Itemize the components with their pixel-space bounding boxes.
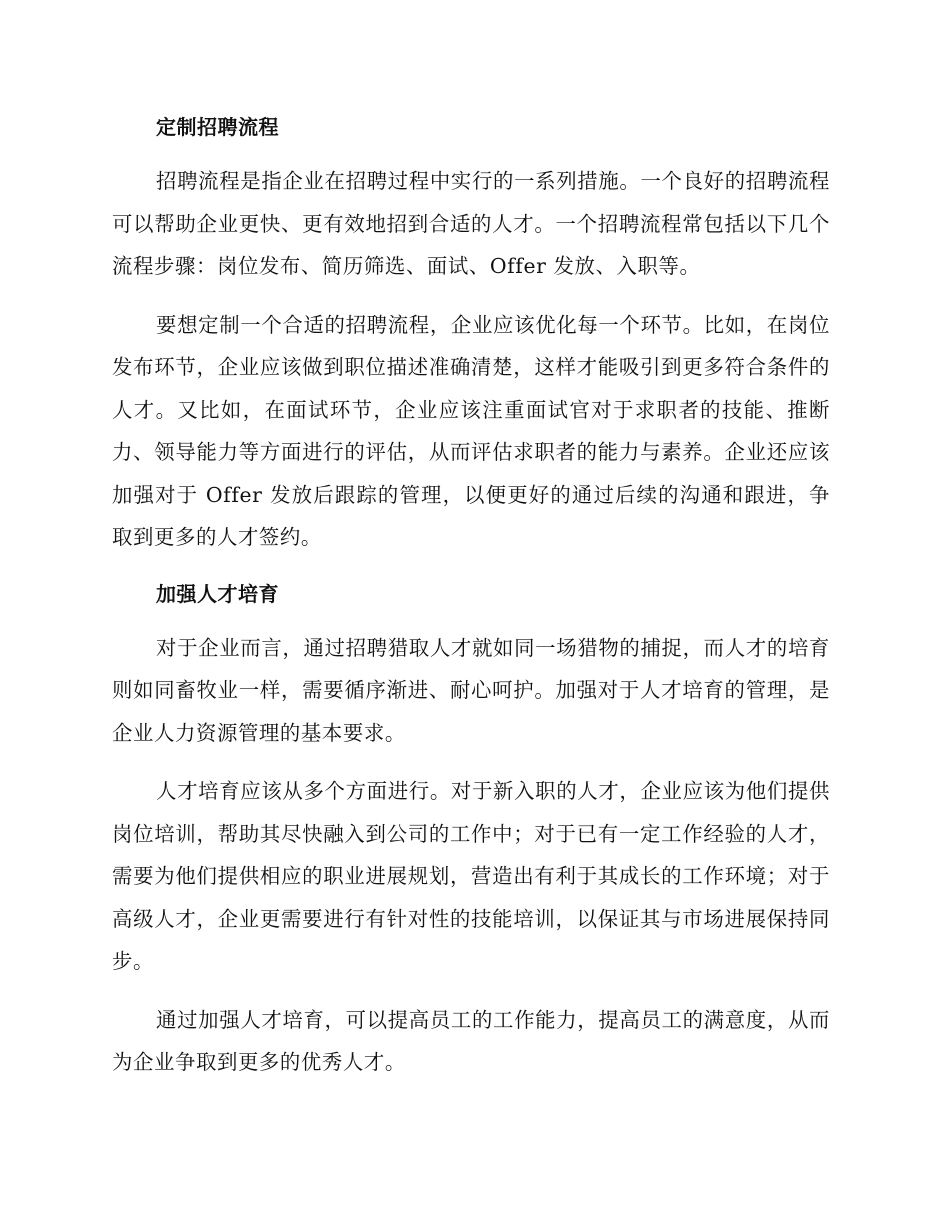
paragraph: 人才培育应该从多个方面进行。对于新入职的人才，企业应该为他们提供岗位培训，帮助其尽快融入到公司的工作中；对于已有一定工作经验的人才，需要为他们提供相应的职业进展规划，营造出有利于其成长的工作环境；对于高级人才，企业更需要进行有针对性的技能培训，以保证其与市场进展保持同步。 — [112, 779, 830, 973]
document-page — [112, 108, 830, 1100]
section-heading-talent-cultivation: 加强人才培育 — [156, 581, 279, 606]
paragraph: 要想定制一个合适的招聘流程，企业应该优化每一个环节。比如，在岗位发布环节，企业应该做到职位描述准确清楚，这样才能吸引到更多符合条件的人才。又比如，在面试环节，企业应该注重面试官对于求职者的技能、推断力、领导能力等方面进行的评估，从而评估求职者的能力与素养。企业还应该加强对于 Offer 发放后跟踪的管理，以便更好的通过后续的沟通和跟进，争取到更多的人才签约。 — [112, 312, 830, 549]
paragraph: 招聘流程是指企业在招聘过程中实行的一系列措施。一个良好的招聘流程可以帮助企业更快、更有效地招到合适的人才。一个招聘流程常包括以下几个流程步骤：岗位发布、简历筛选、面试、Offer 发放、入职等。 — [112, 169, 830, 278]
section-heading-recruitment-process: 定制招聘流程 — [156, 115, 279, 139]
paragraph: 对于企业而言，通过招聘猎取人才就如同一场猎物的捕捉，而人才的培育则如同畜牧业一样，需要循序渐进、耐心呵护。加强对于人才培育的管理，是企业人力资源管理的基本要求。 — [112, 635, 830, 745]
paragraph: 通过加强人才培育，可以提高员工的工作能力，提高员工的满意度，从而为企业争取到更多的优秀人才。 — [112, 1007, 830, 1074]
